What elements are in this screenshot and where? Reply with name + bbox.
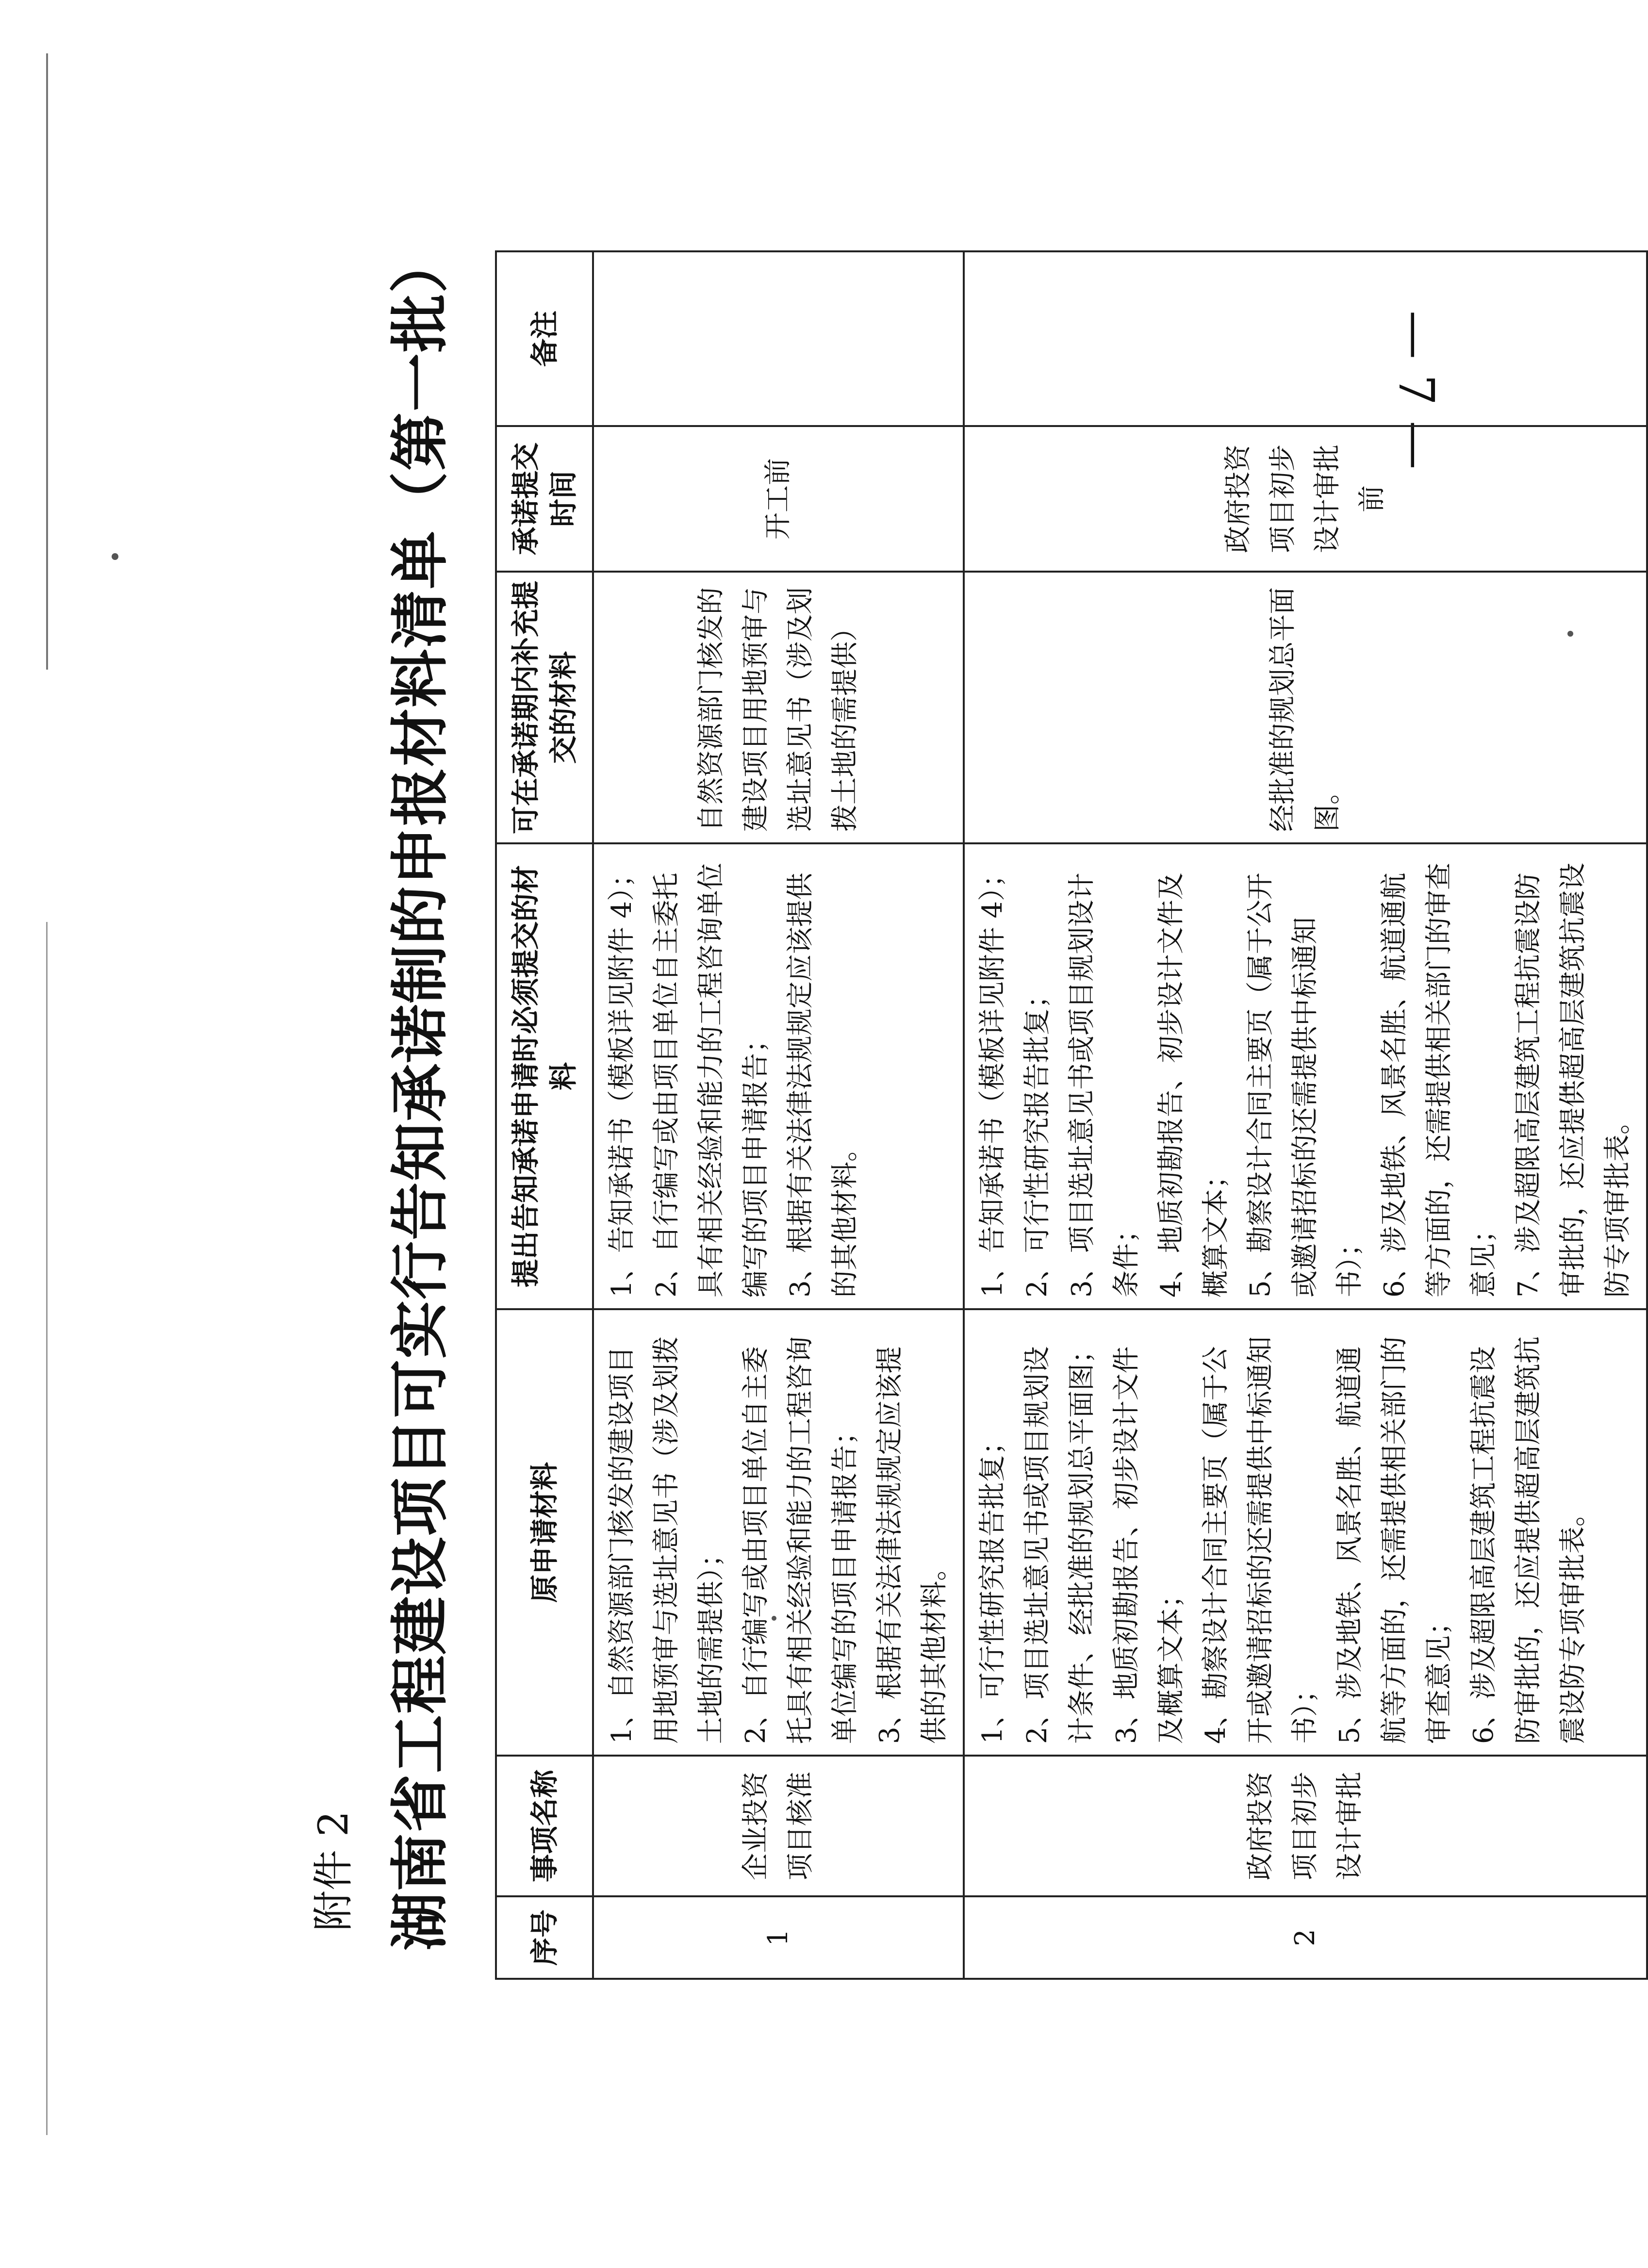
scan-edge-line — [46, 53, 48, 670]
list-item: 1、告知承诺书（模板详见附件 4）； — [977, 860, 1008, 1298]
table-header-row — [496, 251, 593, 1979]
header-item: 事项名称 — [496, 1756, 593, 1896]
header-required: 提出告知承诺申请时必须提交的材料 — [496, 843, 593, 1309]
cell-item: 企业投资项目核准 — [593, 1756, 964, 1896]
cell-supplement: 自然资源部门核发的建设项目用地预审与选址意见书（涉及划拨土地的需提供） — [593, 572, 964, 843]
table-row — [593, 251, 964, 1979]
list-item: 2、项目选址意见书或项目规划设计条件、经批准的规划总平面图； — [1022, 1336, 1098, 1744]
header-remark: 备注 — [496, 251, 593, 426]
cell-required — [593, 843, 964, 1309]
list-item: 2、可行性研究报告批复； — [1022, 981, 1053, 1298]
list-item: 1、告知承诺书（模板详见附件 4）； — [606, 860, 638, 1298]
list-item: 6、涉及超限高层建筑工程抗震设防审批的，还应提供超高层建筑抗震设防专项审批表。 — [1468, 1336, 1589, 1744]
attachment-label: 附件 2 — [310, 1810, 357, 1931]
cell-seq: 1 — [593, 1896, 964, 1979]
list-item: 3、根据有关法律法规规定应该提供的其他材料。 — [785, 872, 861, 1298]
cell-required — [964, 843, 1647, 1309]
list-item: 4、地质初勘报告、初步设计文件及概算文本； — [1155, 872, 1232, 1298]
list-item: 3、项目选址意见书或项目规划设计条件； — [1066, 872, 1142, 1298]
page-number: — 7 — — [1388, 311, 1445, 470]
list-item: 2、自行编写或由项目单位自主委托具有相关经验和能力的工程咨询单位编写的项目申请报告； — [740, 1336, 861, 1744]
cell-commit-time: 政府投资项目初步设计审批前 — [964, 426, 1647, 572]
list-item: 3、地质初勘报告、初步设计文件及概算文本； — [1111, 1346, 1187, 1744]
scan-speck — [112, 553, 118, 560]
list-item: 2、自行编写或由项目单位自主委托具有相关经验和能力的工程咨询单位编写的项目申请报告； — [651, 863, 772, 1298]
header-seq: 序号 — [496, 1896, 593, 1979]
table-row — [964, 251, 1647, 1979]
cell-item: 政府投资项目初步设计审批 — [964, 1756, 1647, 1896]
header-commit-time: 承诺提交时间 — [496, 426, 593, 572]
document-title: 湖南省工程建设项目可实行告知承诺制的申报材料清单（第一批） — [386, 234, 454, 1951]
cell-remark — [593, 251, 964, 426]
cell-supplement: 经批准的规划总平面图。 — [964, 572, 1647, 843]
list-item: 7、涉及超限高层建筑工程抗震设防审批的，还应提供超高层建筑抗震设防专项审批表。 — [1513, 863, 1633, 1298]
list-item: 1、可行性研究报告批复； — [977, 1428, 1008, 1744]
list-item: 4、勘察设计合同主要页（属于公开或邀请招标的还需提供中标通知书）； — [1200, 1336, 1321, 1744]
header-supplement: 可在承诺期内补充提交的材料 — [496, 572, 593, 843]
header-original: 原申请材料 — [496, 1309, 593, 1756]
list-item: 6、涉及地铁、风景名胜、航道通航等方面的，还需提供相关部门的审查意见； — [1379, 863, 1500, 1298]
cell-remark — [964, 251, 1647, 426]
materials-table — [495, 250, 1648, 1980]
list-item: 5、勘察设计合同主要页（属于公开或邀请招标的还需提供中标通知书）； — [1245, 872, 1366, 1298]
list-item: 5、涉及地铁、风景名胜、航道通航等方面的，还需提供相关部门的审查意见； — [1334, 1336, 1455, 1744]
cell-seq: 2 — [964, 1896, 1647, 1979]
cell-original — [964, 1309, 1647, 1756]
cell-original — [593, 1309, 964, 1756]
list-item: 3、根据有关法律法规规定应该提供的其他材料。 — [874, 1346, 950, 1744]
cell-commit-time: 开工前 — [593, 426, 964, 572]
scan-edge-line — [46, 922, 48, 2135]
rotated-page-content — [291, 204, 1633, 2038]
list-item: 1、自然资源部门核发的建设项目用地预审与选址意见书（涉及划拨土地的需提供）； — [606, 1336, 727, 1744]
